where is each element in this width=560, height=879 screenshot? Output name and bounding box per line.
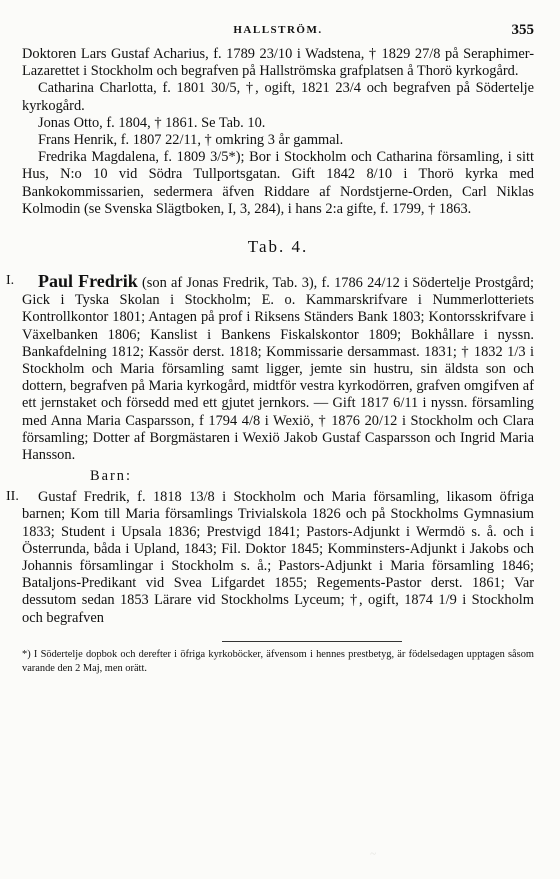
entry-paul-fredrik [6,271,535,464]
person-name: Paul Fredrik [38,271,138,292]
entry-number: I. [6,273,15,289]
footnote: *) I Södertelje dopbok och derefter i öfriga kyrkoböcker, äfvensom i hennes prestbetyg, är födelsedagen upptagen såsom varande den 2 Maj, men orätt. [22,648,534,674]
bleed-through-mark: ~ [370,848,377,860]
paragraph-jonas-otto: Jonas Otto, f. 1804, † 1861. Se Tab. 10. [38,114,266,131]
entry-text: (son af Jonas Fredrik, Tab. 3), f. 1786 24/12 i Södertelje Prostgård; Gick i Tyska Skolan i Stockholm; E. o. Kammarskrifvare i Nummerlotteriets Kontrollkontor 1801; Antagen på prof i Riksens Ständers Bank 1803; Kontorsskrifvare i Växelbanken 1806; Kanslist i Bankens Fiskalskontor 1809; Bokhållare i nyssn. Bankafdelning 1812; Kassör derst. 1818; Kommissarie dersammast. 1831; † 1832 1/3 i Stockholm och Maria församling samt ligger, jemte sin hustru, sin äldsta son och dottern, begrafven på Maria kyrkogård, midtför vestra kyrkodörren, grafven omgifven af ett jernstaket och försedd med ett gjutet jernkors. — Gift 1817 6/11 i nyssn. församling med Anna Maria Casparsson, f 1794 4/8 i Wexiö, † 1876 20/12 i Stockholm och Clara församling; Dotter af Borgmästaren i Wexiö Jakob Gustaf Casparsson och Ingrid Maria Hansson. [22,275,535,464]
paragraph-fredrika: Fredrika Magdalena, f. 1809 3/5*); Bor i Stockholm och Catharina församling, i sitt Hus, N:o 10 vid Södra Tullportsgatan. Gift 1842 8/10 i Thorö kyrka med Bankokommissarien, sedermera äfven Riddare af Nordstjerne-Orden, Carl Niklas Kolmodin (se Svenska Slägtboken, I, 3, 284), i hans 2:a gifte, f. 1799, † 1863. [22,149,534,217]
page-number: 355 [511,22,534,38]
entry-number: II. [6,489,19,505]
entry-paragraph [22,273,534,464]
paragraph-catharina: Catharina Charlotta, f. 1801 30/5, †, ogift, 1821 23/4 och begrafven på Södertelje kyrkogård. [22,80,534,114]
entry-text: Gustaf Fredrik, f. 1818 13/8 i Stockholm och Maria församling, likasom öfriga barnen; Kom till Maria församlings Trivialskola 1826 och på Stockholms Gymnasium 1833; Student i Upsala 1836; Prestvigd 1841; Pastors-Adjunkt i Wermdö s. å. och i Österrunda, båda i Upland, 1843; Fil. Doktor 1845; Komminsters-Adjunkt i Jakobs och Johannis församlingar i Stockholm s. å.; Pastors-Adjunkt i Maria församling 1846; Bataljons-Predikant vid Svea Lifgardet 1855; Regements-Pastor derst. 1861; Var dessutom sedan 1853 Lärare vid Stockholms Lyceum; †, ogift, 1874 1/9 i Stockholm och begrafven [22,489,534,626]
entry-gustaf-fredrik [6,489,534,627]
page-header [22,24,534,46]
book-page [6,22,535,676]
table-heading: Tab. 4. [247,237,309,257]
paragraph-frans-henrik: Frans Henrik, f. 1807 22/11, † omkring 3 år gammal. [38,132,344,149]
footnote-divider [222,641,402,642]
running-head: HALLSTRÖM. [233,24,323,36]
paragraph-acharius: Doktoren Lars Gustaf Acharius, f. 1789 23/10 i Wadstena, † 1829 27/8 på Seraphimer-Lazarettet i Stockholm och begrafven på Hallströmska grafplatsen å Thorö kyrkogård. [22,46,534,80]
children-label: Barn: [90,468,132,485]
